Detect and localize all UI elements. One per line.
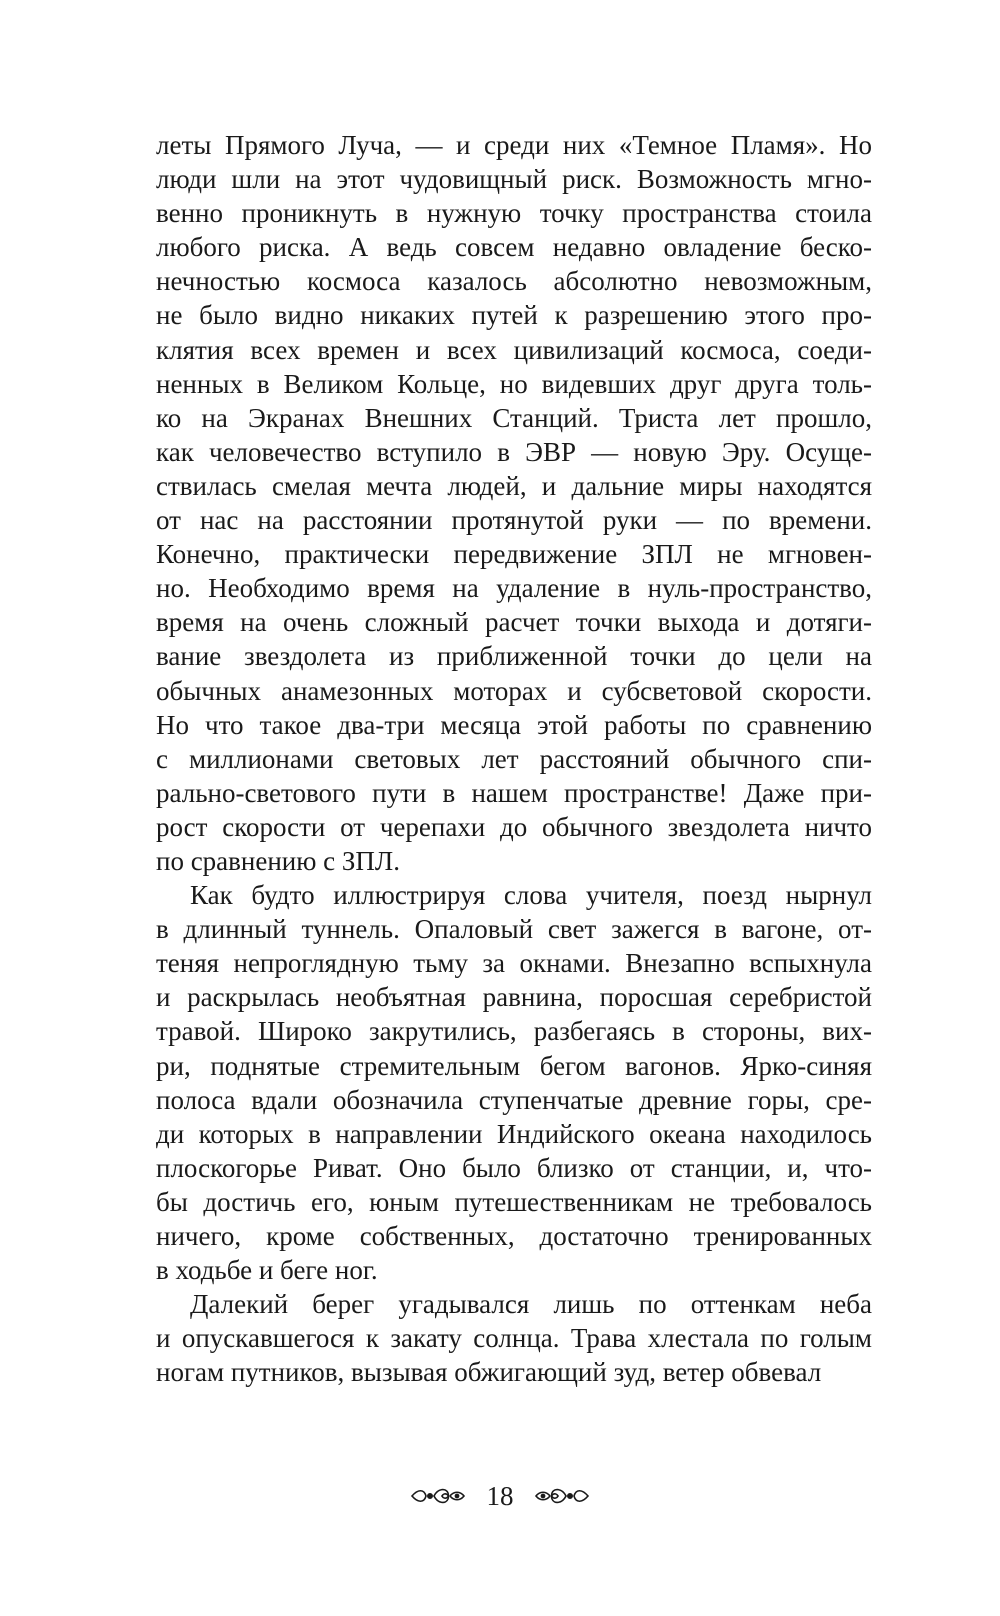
text-line: как человечество вступило в ЭВР — новую Эру. Осуще-: [156, 436, 872, 467]
text-line: ри, поднятые стремительным бегом вагонов. Ярко-синяя: [156, 1050, 872, 1081]
page-number: 18: [486, 1480, 514, 1511]
text-line: в длинный туннель. Опаловый свет зажегся в вагоне, от-: [156, 914, 872, 945]
text-line: полоса вдали обозначила ступенчатые древние горы, сре-: [156, 1084, 872, 1115]
text-line: Далекий берег угадывался лишь по оттенкам неба: [190, 1289, 872, 1320]
text-line: рально-светового пути в нашем пространстве! Даже при-: [156, 777, 872, 808]
text-line: теняя непроглядную тьму за окнами. Внезапно вспыхнула: [156, 948, 872, 979]
text-line: и опускавшегося к закату солнца. Трава хлестала по голым: [156, 1323, 872, 1354]
text-line: от нас на расстоянии протянутой руки — по времени.: [156, 505, 872, 536]
text-line: плоскогорье Риват. Оно было близко от станции, и, что-: [156, 1152, 872, 1183]
text-line: люди шли на этот чудовищный риск. Возможность мгно-: [156, 164, 872, 195]
paragraph: [156, 128, 872, 878]
text-line: нечностью космоса казалось абсолютно невозможным,: [156, 266, 872, 297]
text-line: с миллионами световых лет расстояний обычного спи-: [156, 743, 872, 774]
text-line: рост скорости от черепахи до обычного звездолета ничто: [156, 811, 872, 842]
text-line: и раскрылась необъятная равнина, поросшая серебристой: [156, 982, 872, 1013]
text-line: ко на Экранах Внешних Станций. Триста лет прошло,: [156, 402, 872, 433]
text-line: в ходьбе и беге ног.: [156, 1255, 378, 1286]
text-line: Как будто иллюстрируя слова учителя, поезд нырнул: [190, 880, 872, 911]
paragraph: [156, 1287, 872, 1389]
paragraph: [156, 878, 872, 1287]
text-line: леты Прямого Луча, — и среди них «Темное Пламя». Но: [156, 130, 872, 160]
text-line: любого риска. А ведь совсем недавно овладение беско-: [156, 232, 872, 263]
text-line: ничего, кроме собственных, достаточно тренированных: [156, 1221, 872, 1251]
text-line: Конечно, практически передвижение ЗПЛ не мгновен-: [156, 539, 872, 570]
page-text-body: [156, 128, 872, 1389]
floral-ornament-left-icon: [410, 1485, 466, 1507]
text-line: ствилась смелая мечта людей, и дальние миры находятся: [156, 470, 872, 501]
text-line: ногам путников, вызывая обжигающий зуд, ветер обвевал: [156, 1357, 822, 1388]
text-line: время на очень сложный расчет точки выхода и дотяги-: [156, 607, 872, 638]
text-line: вание звездолета из приближенной точки до цели на: [156, 641, 872, 672]
text-line: но. Необходимо время на удаление в нуль-пространство,: [156, 573, 872, 604]
text-line: не было видно никаких путей к разрешению этого про-: [156, 300, 872, 331]
text-line: Но что такое два-три месяца этой работы по сравнению: [156, 709, 872, 740]
text-line: ди которых в направлении Индийского океана находилось: [156, 1118, 872, 1149]
text-line: травой. Широко закрутились, разбегаясь в стороны, вих-: [156, 1016, 872, 1047]
page-footer: [0, 1476, 1000, 1513]
text-line: по сравнению с ЗПЛ.: [156, 845, 400, 876]
text-line: обычных анамезонных моторах и субсветовой скорости.: [156, 675, 872, 706]
text-line: ненных в Великом Кольце, но видевших друг друга толь-: [156, 368, 872, 399]
floral-ornament-right-icon: [534, 1485, 590, 1507]
text-line: бы достичь его, юным путешественникам не требовалось: [156, 1186, 872, 1217]
text-line: венно проникнуть в нужную точку пространства стоила: [156, 198, 872, 229]
text-line: клятия всех времен и всех цивилизаций космоса, соеди-: [156, 334, 872, 365]
